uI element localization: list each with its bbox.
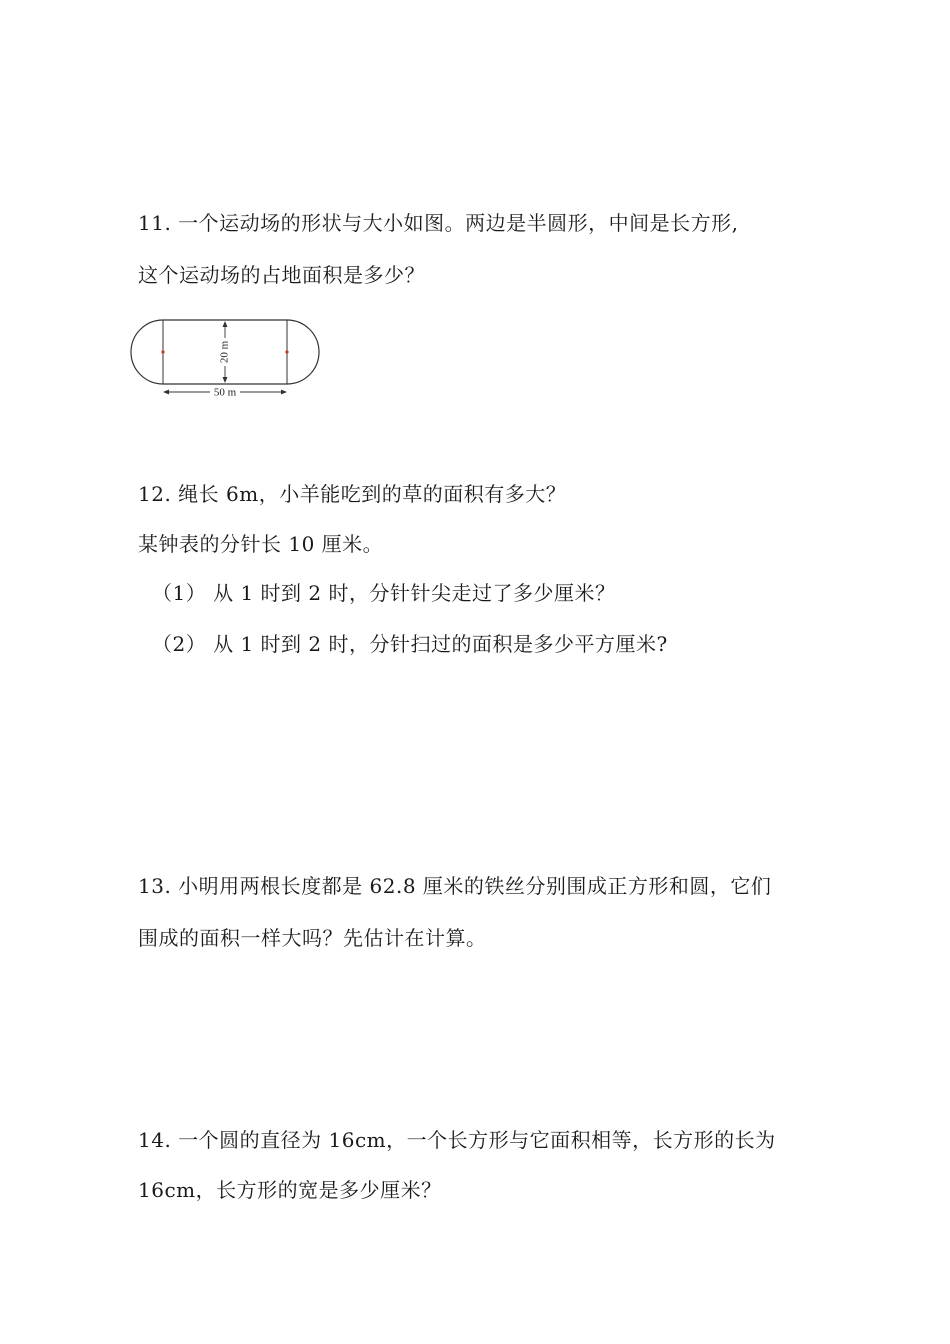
q11-line-2: 这个运动场的占地面积是多少？ <box>138 263 425 287</box>
q12-sub-question-2: （2） 从 1 时到 2 时，分针扫过的面积是多少平方厘米? <box>152 632 668 656</box>
q12-line-1: 12. 绳长 6m，小羊能吃到的草的面积有多大？ <box>138 482 567 506</box>
stadium-figure <box>130 312 320 404</box>
q11-line-1: 11. 一个运动场的形状与大小如图。两边是半圆形，中间是长方形, <box>138 211 739 235</box>
q13-line-2: 围成的面积一样大吗？先估计在计算。 <box>138 926 487 950</box>
width-arrow-left <box>163 390 169 395</box>
left-center-dot <box>161 350 164 353</box>
right-center-dot <box>285 350 288 353</box>
height-arrow-top <box>223 321 228 327</box>
q14-line-2: 16cm，长方形的宽是多少厘米？ <box>138 1178 442 1202</box>
height-label: 20 m <box>218 340 231 364</box>
q14-line-1: 14. 一个圆的直径为 16cm，一个长方形与它面积相等，长方形的长为 <box>138 1128 776 1152</box>
width-arrow-right <box>281 390 287 395</box>
q13-line-1: 13. 小明用两根长度都是 62.8 厘米的铁丝分别围成正方形和圆，它们 <box>138 874 772 898</box>
width-label: 50 m <box>213 386 237 399</box>
q12-sub-question-1: （1） 从 1 时到 2 时，分针针尖走过了多少厘米？ <box>152 581 616 605</box>
q12-line-2: 某钟表的分针长 10 厘米。 <box>138 532 384 556</box>
height-arrow-bottom <box>223 377 228 383</box>
